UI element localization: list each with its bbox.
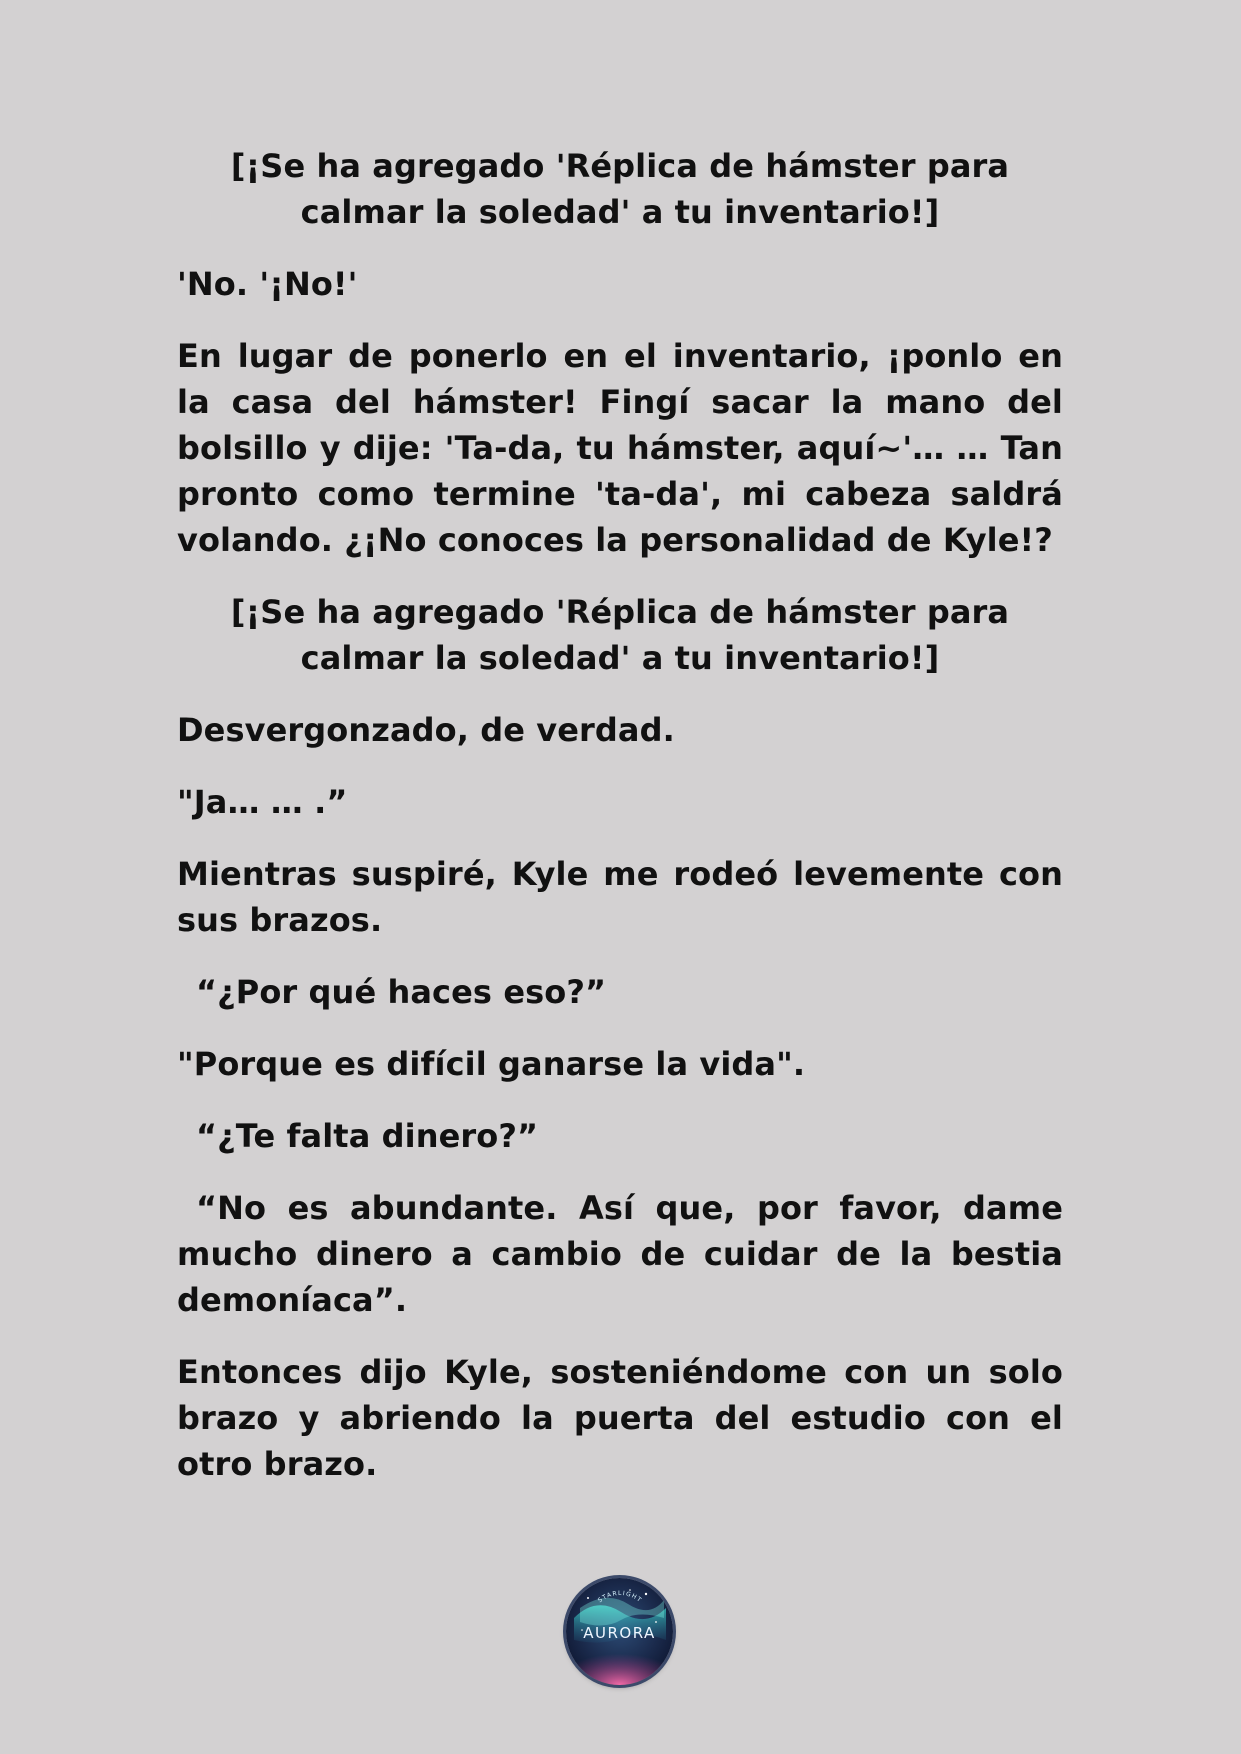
paragraph: Desvergonzado, de verdad.	[177, 711, 675, 749]
dialogue: “¿Por qué haces eso?”	[196, 973, 607, 1011]
paragraph: Entonces dijo Kyle, sosteniéndome con un solo brazo y abriendo la puerta del estudio con el otro brazo.	[177, 1353, 1063, 1483]
logo-title: AURORA	[583, 1624, 656, 1642]
system-message: [¡Se ha agregado 'Réplica de hámster para calmar la soledad' a tu inventario!]	[230, 147, 1010, 231]
paragraph: 'No. '¡No!'	[177, 265, 358, 303]
paragraph: Mientras suspiré, Kyle me rodeó levemente con sus brazos.	[177, 855, 1063, 939]
aurora-logo-icon	[566, 1578, 673, 1685]
dialogue: “No es abundante. Así que, por favor, dame mucho dinero a cambio de cuidar de la bestia demoníaca”.	[177, 1189, 1063, 1319]
aurora-logo-graphic	[566, 1578, 673, 1685]
logo-subtitle: STARLIGHT	[596, 1589, 644, 1605]
dialogue: “¿Te falta dinero?”	[196, 1117, 539, 1155]
document-body	[177, 143, 1063, 1513]
system-message: [¡Se ha agregado 'Réplica de hámster para calmar la soledad' a tu inventario!]	[230, 593, 1010, 677]
paragraph: En lugar de ponerlo en el inventario, ¡ponlo en la casa del hámster! Fingí sacar la mano del bolsillo y dije: 'Ta-da, tu hámster, aquí~'… … Tan pronto como termine 'ta-da', mi cabeza saldrá volando. ¿¡No conoces la personalidad de Kyle!?	[177, 337, 1063, 559]
dialogue: "Porque es difícil ganarse la vida".	[177, 1045, 806, 1083]
dialogue: "Ja… … .”	[177, 783, 348, 821]
